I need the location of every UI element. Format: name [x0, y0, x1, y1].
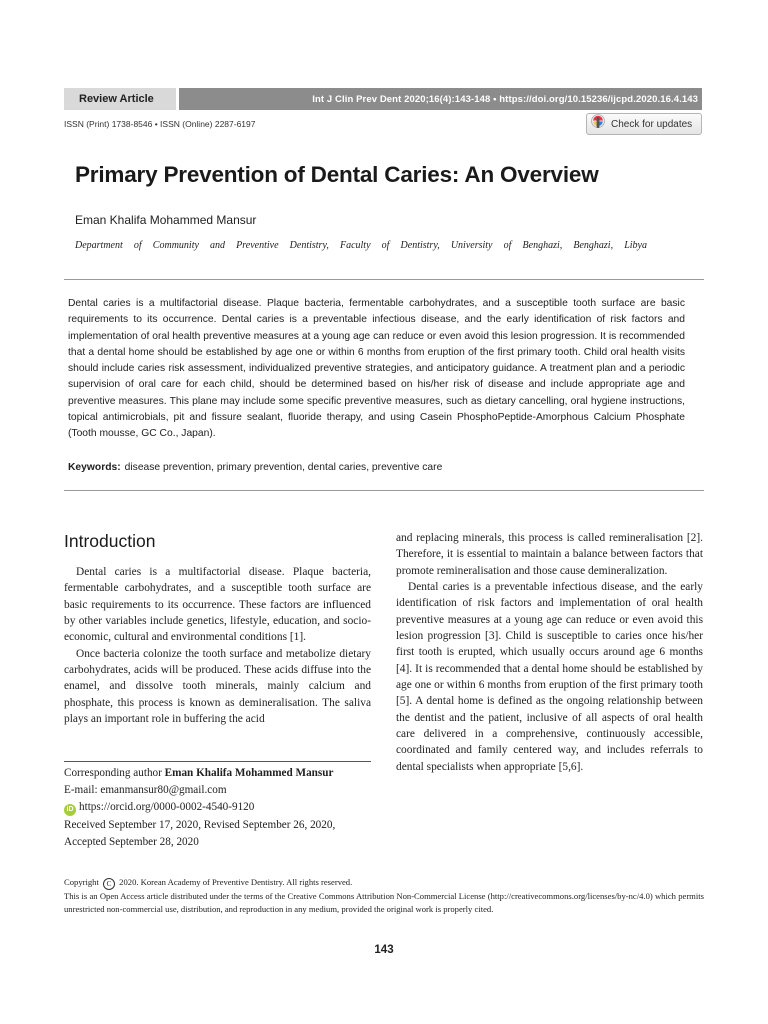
author-affiliation: Department of Community and Preventive Dentistry, Faculty of Dentistry, University of Benghazi, Benghazi, Libya: [75, 240, 647, 251]
corresponding-name: Eman Khalifa Mohammed Mansur: [164, 767, 334, 779]
article-title: Primary Prevention of Dental Caries: An Overview: [75, 162, 599, 187]
corresponding-label: Corresponding author: [64, 767, 162, 779]
crossmark-icon: [591, 114, 605, 135]
paragraph: and replacing minerals, this process is called remineralisation [2]. Therefore, it is essential to maintain a balance between factors that promote remineralisation and those cause demineralization.: [396, 532, 703, 577]
abstract-bottom-rule: [64, 490, 704, 491]
citation-doi[interactable]: Int J Clin Prev Dent 2020;16(4):143-148 • https://doi.org/10.15236/ijcpd.2020.16.4.143: [179, 88, 702, 110]
accepted-date: Accepted September 28, 2020: [64, 835, 199, 848]
journal-header-band: [64, 88, 702, 110]
received-dates: Received September 17, 2020, Revised September 26, 2020,: [64, 818, 336, 831]
orcid-icon: iD: [64, 804, 76, 816]
page-number: 143: [374, 944, 394, 956]
correspondence-rule: [64, 761, 371, 762]
paragraph: Dental caries is a preventable infectious disease, and the early identification of risk factors and implementation of oral health preventive measures at a young age can reduce or even avoid this lesion progression [3]. Child is susceptible to caries once his/her first tooth is erupted, which usually occurs around age 6 months [4]. It is recommended that a dental home should be established by age one or within 6 months from eruption of the first primary tooth [5]. A dental home is defined as the ongoing relationship between the dentist and the patient, inclusive of all aspects of oral health care delivered in a comprehensive, continuously accessible, coordinated and family centered way, and includes referrals to dental specialists when appropriate [5,6].: [396, 581, 703, 773]
article-type-label: Review Article: [64, 88, 176, 110]
orcid-link[interactable]: https://orcid.org/0000-0002-4540-9120: [79, 801, 255, 814]
copyright-symbol: C: [103, 878, 115, 890]
keywords-label: Keywords:: [68, 462, 121, 473]
left-column: [64, 564, 371, 727]
section-heading-introduction: Introduction: [64, 531, 156, 551]
license-block: [64, 876, 704, 916]
copyright-label: Copyright: [64, 877, 99, 887]
abstract-text: Dental caries is a multifactorial disease. Plaque bacteria, fermentable carbohydrates, and a susceptible tooth surface are basic requirements to its occurrence. Dental caries is a preventable infectious disease, and the early identification of risk factors and implementation of oral health preventive measures at a young age can reduce or even avoid this lesion progression. It is recommended that a dental home should be established by age one or within 6 months from eruption of the first primary tooth. Child oral health visits should include caries risk assessment, individualized preventive strategies, and anticipatory guidance. A treatment plan and a periodic supervision of oral care for each child, should be determined based on his/her risk of disease and include appropriate age and preventive measures. This plane may include some specific preventive measures, such as dietary cancelling, oral hygiene instructions, topical antimicrobials, pit and fissure sealant, fluoride therapy, and using Casein PhosphoPeptide-Amorphous Calcium Phosphate (Tooth mousse, GC Co., Japan).: [68, 298, 685, 440]
corresponding-email[interactable]: E-mail: emanmansur80@gmail.com: [64, 784, 227, 797]
correspondence-block: [64, 765, 374, 851]
abstract-top-rule: [64, 279, 704, 280]
right-column: [396, 530, 703, 775]
paragraph: Dental caries is a multifactorial disease. Plaque bacteria, fermentable carbohydrates, and a susceptible tooth surface are basic requirements to its occurrence. These factors are influenced by other variables include genetics, lifestyle, education, and socio-economic, cultural and environmental conditions [1].: [64, 566, 371, 644]
paragraph: Once bacteria colonize the tooth surface and metabolize dietary carbohydrates, acids will be produced. These acids diffuse into the enamel, and dissolve tooth minerals, mainly calcium and phosphate, this process is known as demineralisation. The saliva plays an important role in buffering the acid: [64, 647, 371, 726]
check-for-updates-button[interactable]: [586, 113, 702, 135]
keywords-line: [68, 462, 442, 473]
keywords-text: disease prevention, primary prevention, dental caries, preventive care: [124, 462, 443, 473]
license-text: This is an Open Access article distributed under the terms of the Creative Commons Attribution Non-Commercial License (http://creativecommons.org/licenses/by-nc/4.0) which permits unrestricted non-commercial use, distribution, and reproduction in any medium, provided the original work is properly cited.: [64, 891, 704, 914]
check-for-updates-label: Check for updates: [611, 118, 693, 130]
author-name: Eman Khalifa Mohammed Mansur: [75, 213, 257, 227]
issn-line: ISSN (Print) 1738-8546 • ISSN (Online) 2287-6197: [64, 119, 256, 129]
copyright-text: 2020. Korean Academy of Preventive Dentistry. All rights reserved.: [119, 877, 353, 887]
copyright-line: [64, 876, 704, 890]
